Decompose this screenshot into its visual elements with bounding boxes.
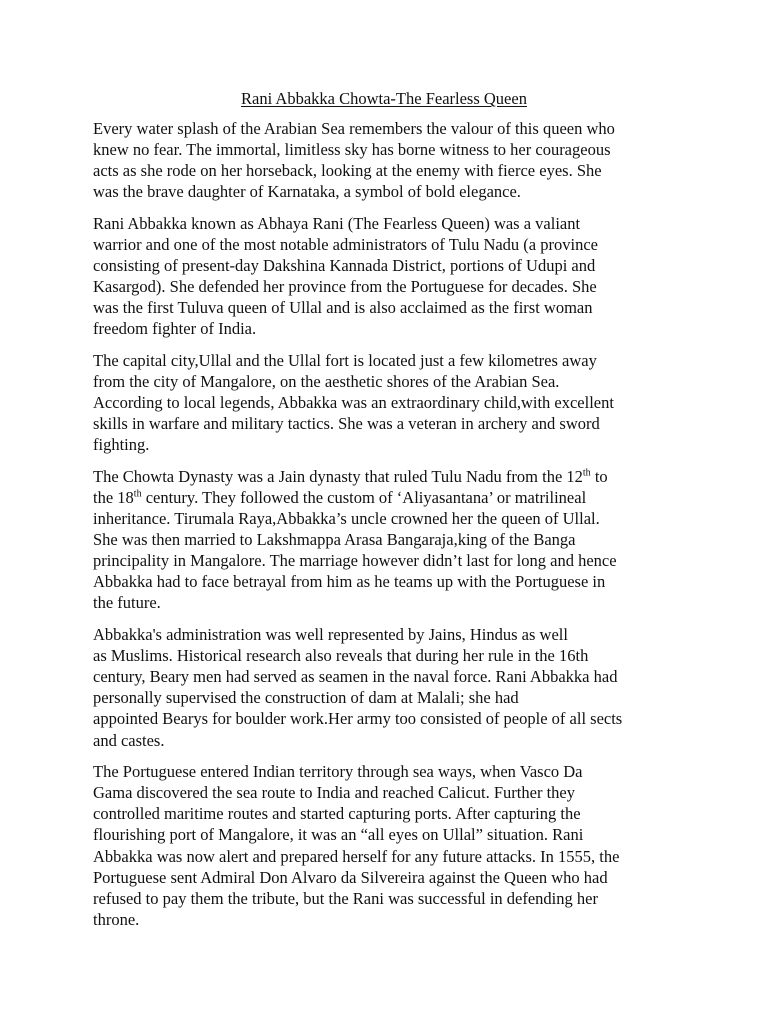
text-line: She was then married to Lakshmappa Arasa Bangaraja,king of the Banga <box>93 530 576 550</box>
text-line: According to local legends, Abbakka was an extraordinary child,with excellent <box>93 393 614 413</box>
text-line: Every water splash of the Arabian Sea remembers the valour of this queen who <box>93 119 615 138</box>
text-segment: the 18 <box>93 488 134 507</box>
paragraph-1 <box>93 118 683 202</box>
text-line: warrior and one of the most notable administrators of Tulu Nadu (a province <box>93 234 598 254</box>
text-line: was the first Tuluva queen of Ullal and is also acclaimed as the first woman <box>93 298 593 318</box>
text-line: and castes. <box>93 730 165 750</box>
text-line: freedom fighter of India. <box>93 319 257 339</box>
text-line: Portuguese sent Admiral Don Alvaro da Silvereira against the Queen who had <box>93 867 608 887</box>
text-line: Abbakka's administration was well represented by Jains, Hindus as well <box>93 625 568 645</box>
text-line: the future. <box>93 593 161 613</box>
text-line: was the brave daughter of Karnataka, a symbol of bold elegance. <box>93 182 521 202</box>
text-line: principality in Mangalore. The marriage however didn’t last for long and hence <box>93 551 617 571</box>
document-title: Rani Abbakka Chowta-The Fearless Queen <box>241 89 527 108</box>
text-line: consisting of present-day Dakshina Kannada District, portions of Udupi and <box>93 256 596 276</box>
text-line: knew no fear. The immortal, limitless sky has borne witness to her courageous <box>93 140 611 160</box>
text-line: from the city of Mangalore, on the aesthetic shores of the Arabian Sea. <box>93 372 560 392</box>
paragraph-4 <box>93 466 683 614</box>
text-line: flourishing port of Mangalore, it was an “all eyes on Ullal” situation. Rani <box>93 825 584 845</box>
text-line: The Portuguese entered Indian territory through sea ways, when Vasco Da <box>93 762 583 782</box>
text-line: Abbakka was now alert and prepared herself for any future attacks. In 1555, the <box>93 846 620 866</box>
text-line: throne. <box>93 909 140 929</box>
text-line: inheritance. Tirumala Raya,Abbakka’s uncle crowned her the queen of Ullal. <box>93 509 600 529</box>
text-line: Gama discovered the sea route to India and reached Calicut. Further they <box>93 783 575 803</box>
text-segment: to <box>590 466 608 486</box>
text-line: personally supervised the construction of dam at Malali; she had <box>93 688 519 708</box>
text-line <box>93 487 683 508</box>
text-line: controlled maritime routes and started capturing ports. After capturing the <box>93 804 581 824</box>
text-line: fighting. <box>93 435 150 455</box>
document-body <box>93 118 683 940</box>
paragraph-6 <box>93 761 683 930</box>
text-segment: The Chowta Dynasty was a Jain dynasty that ruled Tulu Nadu from the 12 <box>93 466 583 486</box>
text-line: Kasargod). She defended her province from the Portuguese for decades. She <box>93 277 597 297</box>
text-line: appointed Bearys for boulder work.Her army too consisted of people of all sects <box>93 709 623 729</box>
text-line: Abbakka had to face betrayal from him as he teams up with the Portuguese in <box>93 572 606 592</box>
ordinal-superscript: th <box>133 488 142 500</box>
text-line: refused to pay them the tribute, but the Rani was successful in defending her <box>93 888 598 908</box>
paragraph-5 <box>93 624 683 751</box>
text-line: as Muslims. Historical research also reveals that during her rule in the 16th <box>93 646 589 666</box>
text-line: Rani Abbakka known as Abhaya Rani (The Fearless Queen) was a valiant <box>93 213 581 233</box>
paragraph-3 <box>93 350 683 455</box>
ordinal-superscript: th <box>582 467 591 479</box>
text-line: acts as she rode on her horseback, looking at the enemy with fierce eyes. She <box>93 161 602 181</box>
text-line: The capital city,Ullal and the Ullal fort is located just a few kilometres away <box>93 350 597 370</box>
text-line <box>93 466 683 487</box>
text-line: century, Beary men had served as seamen in the naval force. Rani Abbakka had <box>93 667 618 687</box>
text-line: skills in warfare and military tactics. She was a veteran in archery and sword <box>93 414 600 434</box>
text-segment: century. They followed the custom of ‘Aliyasantana’ or matrilineal <box>141 488 587 507</box>
paragraph-2 <box>93 213 683 340</box>
